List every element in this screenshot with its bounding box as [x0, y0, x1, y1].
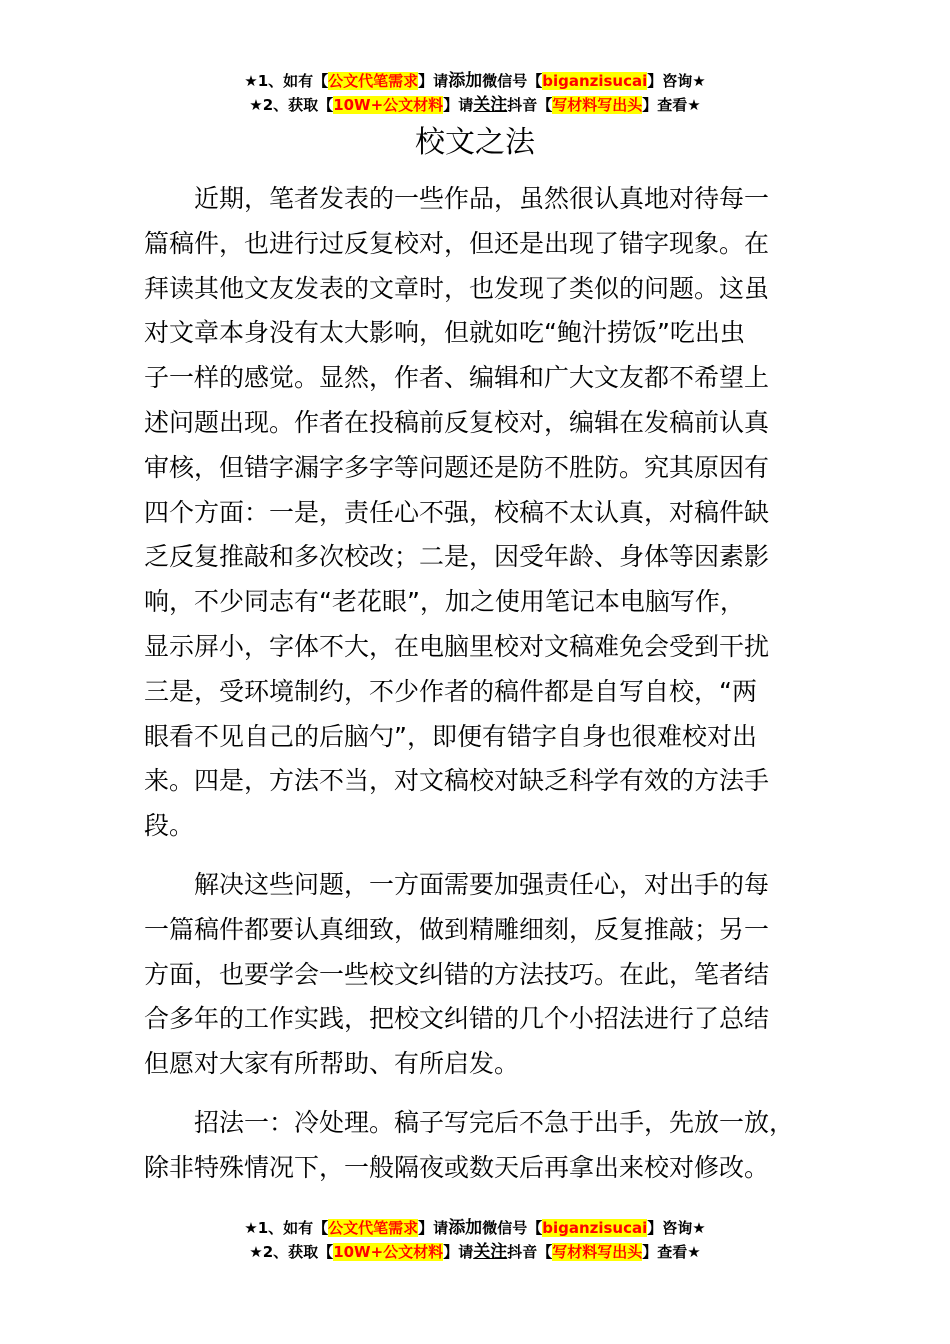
text-line: 近期，笔者发表的一些作品，虽然很认真地对待每一	[194, 184, 770, 213]
star-icon: ★	[687, 1243, 701, 1261]
star-icon: ★	[244, 1219, 258, 1237]
text-line: 述问题出现。作者在投稿前反复校对，编辑在发稿前认真	[144, 407, 770, 437]
promo-text: 】请	[418, 72, 449, 90]
promo-highlight: 写材料写出头	[552, 96, 643, 114]
document-title: 校文之法	[415, 125, 535, 160]
footer-promo-banner	[0, 1216, 950, 1264]
promo-highlight: 写材料写出头	[552, 1243, 643, 1261]
text-line: 显示屏小，字体不大，在电脑里校对文稿难免会受到干扰	[144, 631, 770, 661]
promo-emphasis: 关注	[473, 1242, 508, 1262]
text-line: 一篇稿件都要认真细致，做到精雕细刻，反复推敲；另一	[144, 914, 770, 944]
promo-line-1	[0, 1216, 950, 1240]
promo-text: 微信号【	[482, 72, 543, 90]
promo-highlight: biganzisucai	[542, 1219, 648, 1237]
text-line: 合多年的工作实践，把校文纠错的几个小招法进行了总结	[144, 1004, 770, 1034]
promo-highlight: 公文代笔需求	[328, 1219, 419, 1237]
text-line: 但愿对大家有所帮助、有所启发。	[144, 1049, 520, 1079]
text-line: 四个方面：一是，责任心不强，校稿不太认真，对稿件缺	[144, 497, 770, 527]
text-line: 来。四是，方法不当，对文稿校对缺乏科学有效的方法手	[144, 766, 770, 796]
text-line: 篇稿件，也进行过反复校对，但还是出现了错字现象。在	[144, 228, 770, 258]
promo-text: 】查看	[642, 1243, 688, 1261]
text-line: 乏反复推敲和多次校改；二是，因受年龄、身体等因素影	[144, 542, 770, 572]
promo-text: 2、获取【	[262, 96, 334, 114]
promo-text: 2、获取【	[262, 1243, 334, 1261]
star-icon: ★	[687, 96, 701, 114]
star-icon: ★	[692, 72, 706, 90]
header-promo-banner	[0, 69, 950, 117]
text-line: 响，不少同志有“老花眼”，加之使用笔记本电脑写作，	[144, 587, 745, 617]
promo-text: 抖音【	[507, 1243, 553, 1261]
text-line: 除非特殊情况下，一般隔夜或数天后再拿出来校对修改。	[144, 1152, 770, 1182]
text-line: 三是，受环境制约，不少作者的稿件都是自写自校，“两	[144, 676, 757, 706]
star-icon: ★	[249, 1243, 263, 1261]
promo-highlight: 10W+公文材料	[333, 1243, 444, 1261]
text-line: 眼看不见自己的后脑勺”，即便有错字自身也很难校对出	[144, 721, 757, 751]
promo-emphasis: 添加	[448, 1218, 483, 1238]
promo-emphasis: 添加	[448, 71, 483, 91]
promo-text: 1、如有【	[257, 1219, 329, 1237]
promo-text: 微信号【	[482, 1219, 543, 1237]
text-line: 方面，也要学会一些校文纠错的方法技巧。在此，笔者结	[144, 959, 770, 989]
promo-text: 】咨询	[647, 72, 693, 90]
text-line: 拜读其他文友发表的文章时，也发现了类似的问题。这虽	[144, 273, 770, 303]
star-icon: ★	[244, 72, 258, 90]
paragraph-2	[144, 863, 834, 1087]
star-icon: ★	[692, 1219, 706, 1237]
paragraph-3	[144, 1101, 834, 1191]
text-line: 招法一：冷处理。稿子写完后不急于出手，先放一放，	[194, 1107, 795, 1137]
text-line: 解决这些问题，一方面需要加强责任心，对出手的每	[194, 869, 770, 899]
promo-line-1	[0, 69, 950, 93]
paragraph-1	[144, 177, 834, 849]
promo-text: 1、如有【	[257, 72, 329, 90]
promo-text: 】请	[443, 96, 474, 114]
text-line: 对文章本身没有太大影响，但就如吃“鲍汁捞饭”吃出虫	[144, 318, 745, 348]
text-line: 审核，但错字漏字多字等问题还是防不胜防。究其原因有	[144, 452, 770, 482]
promo-highlight: 10W+公文材料	[333, 96, 444, 114]
document-body	[144, 177, 834, 1205]
promo-text: 】请	[418, 1219, 449, 1237]
promo-highlight: 公文代笔需求	[328, 72, 419, 90]
promo-text: 】请	[443, 1243, 474, 1261]
text-line: 子一样的感觉。显然，作者、编辑和广大文友都不希望上	[144, 363, 770, 393]
promo-highlight: biganzisucai	[542, 72, 648, 90]
promo-line-2	[0, 93, 950, 117]
promo-line-2	[0, 1240, 950, 1264]
star-icon: ★	[249, 96, 263, 114]
promo-text: 】咨询	[647, 1219, 693, 1237]
promo-text: 抖音【	[507, 96, 553, 114]
promo-emphasis: 关注	[473, 95, 508, 115]
text-line: 段。	[144, 811, 195, 841]
promo-text: 】查看	[642, 96, 688, 114]
